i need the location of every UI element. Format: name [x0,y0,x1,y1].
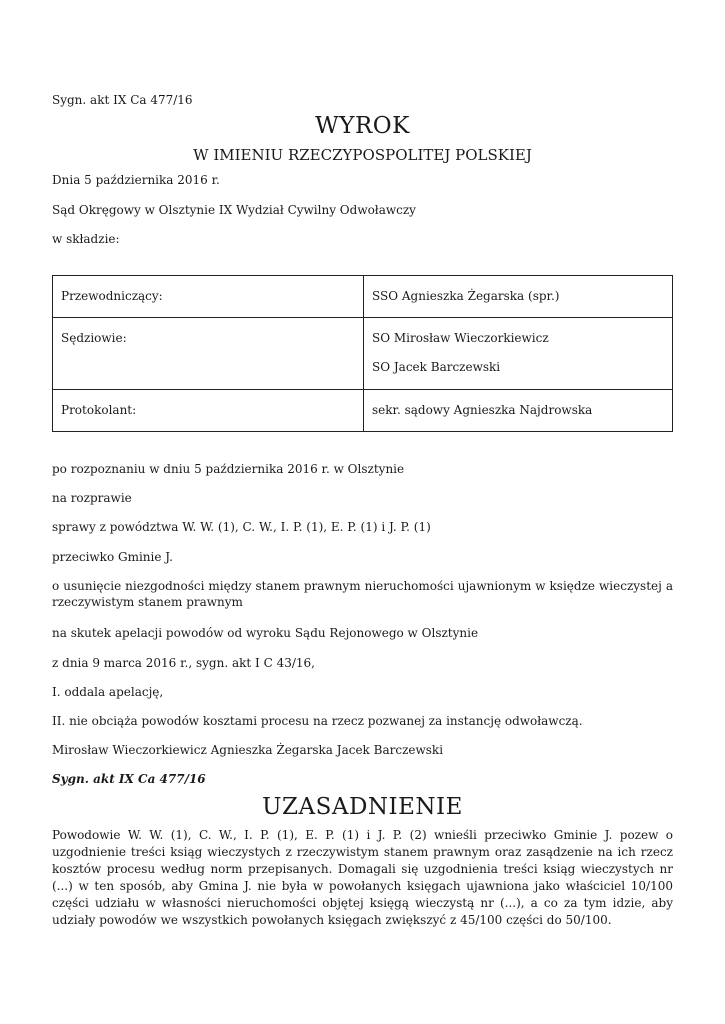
justification-paragraph: Powodowie W. W. (1), C. W., I. P. (1), E. P. (1) i J. P. (2) wnieśli przeciwko Gminie J. pozew o uzgodnienie treści ksiąg wieczystych z rzeczywistym stanem prawnym oraz zasądzenie na ich rzecz kosztów procesu według norm przepisanych. Domagali się uzgodnienia treści ksiąg wieczystych nr (...) w ten sposób, aby Gmina J. nie była w powołanych księgach ujawniona jako właściciel 10/100 części udziału w własności nieruchomości objętej księgą wieczystą nr (...), a co za tym idzie, aby udziały powodów we wszystkich powołanych księgach zwiększyć z 45/100 części do 50/100. [52,828,673,927]
person-name: sekr. sądowy Agnieszka Najdrowska [372,403,593,417]
names-cell [364,318,673,390]
names-cell [364,276,673,318]
person-name: SSO Agnieszka Żegarska (spr.) [372,289,560,303]
person-name: SO Jacek Barczewski [372,360,501,374]
body-line-hearing: po rozpoznaniu w dniu 5 października 2016 r. w Olsztynie [52,462,405,476]
role-label: Protokolant: [61,403,137,417]
role-cell [53,318,364,390]
body-line-subject: o usunięcie niezgodności między stanem prawnym nieruchomości ujawnionym w księdze wieczystej a rzeczywistym stanem prawnym [52,579,673,609]
judgment-date: Dnia 5 października 2016 r. [52,173,220,187]
role-cell [53,390,364,432]
person-name: SO Mirosław Wieczorkiewicz [372,331,549,345]
composition-label: w składzie: [52,232,120,246]
role-label: Przewodniczący: [61,289,163,303]
ruling-point-2: II. nie obciąża powodów kosztami procesu na rzecz pozwanej za instancję odwoławczą. [52,714,583,728]
body-line-lower-court: z dnia 9 marca 2016 r., sygn. akt I C 43/16, [52,656,315,670]
table-row [53,390,673,432]
case-signature-top: Sygn. akt IX Ca 477/16 [52,93,193,107]
body-line-session: na rozprawie [52,491,132,505]
body-line-defendant: przeciwko Gminie J. [52,550,173,564]
judgment-title: WYROK [315,113,410,139]
judges-signatures: Mirosław Wieczorkiewicz Agnieszka Żegarska Jacek Barczewski [52,743,444,757]
judgment-subtitle: W IMIENIU RZECZYPOSPOLITEJ POLSKIEJ [193,146,532,164]
court-name: Sąd Okręgowy w Olsztynie IX Wydział Cywilny Odwoławczy [52,203,416,217]
justification-title: UZASADNIENIE [262,794,463,820]
role-label: Sędziowie: [61,331,127,345]
case-signature-justification: Sygn. akt IX Ca 477/16 [52,772,206,786]
composition-table [52,275,673,432]
names-cell [364,390,673,432]
table-row [53,276,673,318]
table-row [53,318,673,390]
ruling-point-1: I. oddala apelację, [52,685,164,699]
role-cell [53,276,364,318]
body-line-appeal: na skutek apelacji powodów od wyroku Sądu Rejonowego w Olsztynie [52,626,479,640]
body-line-plaintiffs: sprawy z powództwa W. W. (1), C. W., I. P. (1), E. P. (1) i J. P. (1) [52,520,431,534]
